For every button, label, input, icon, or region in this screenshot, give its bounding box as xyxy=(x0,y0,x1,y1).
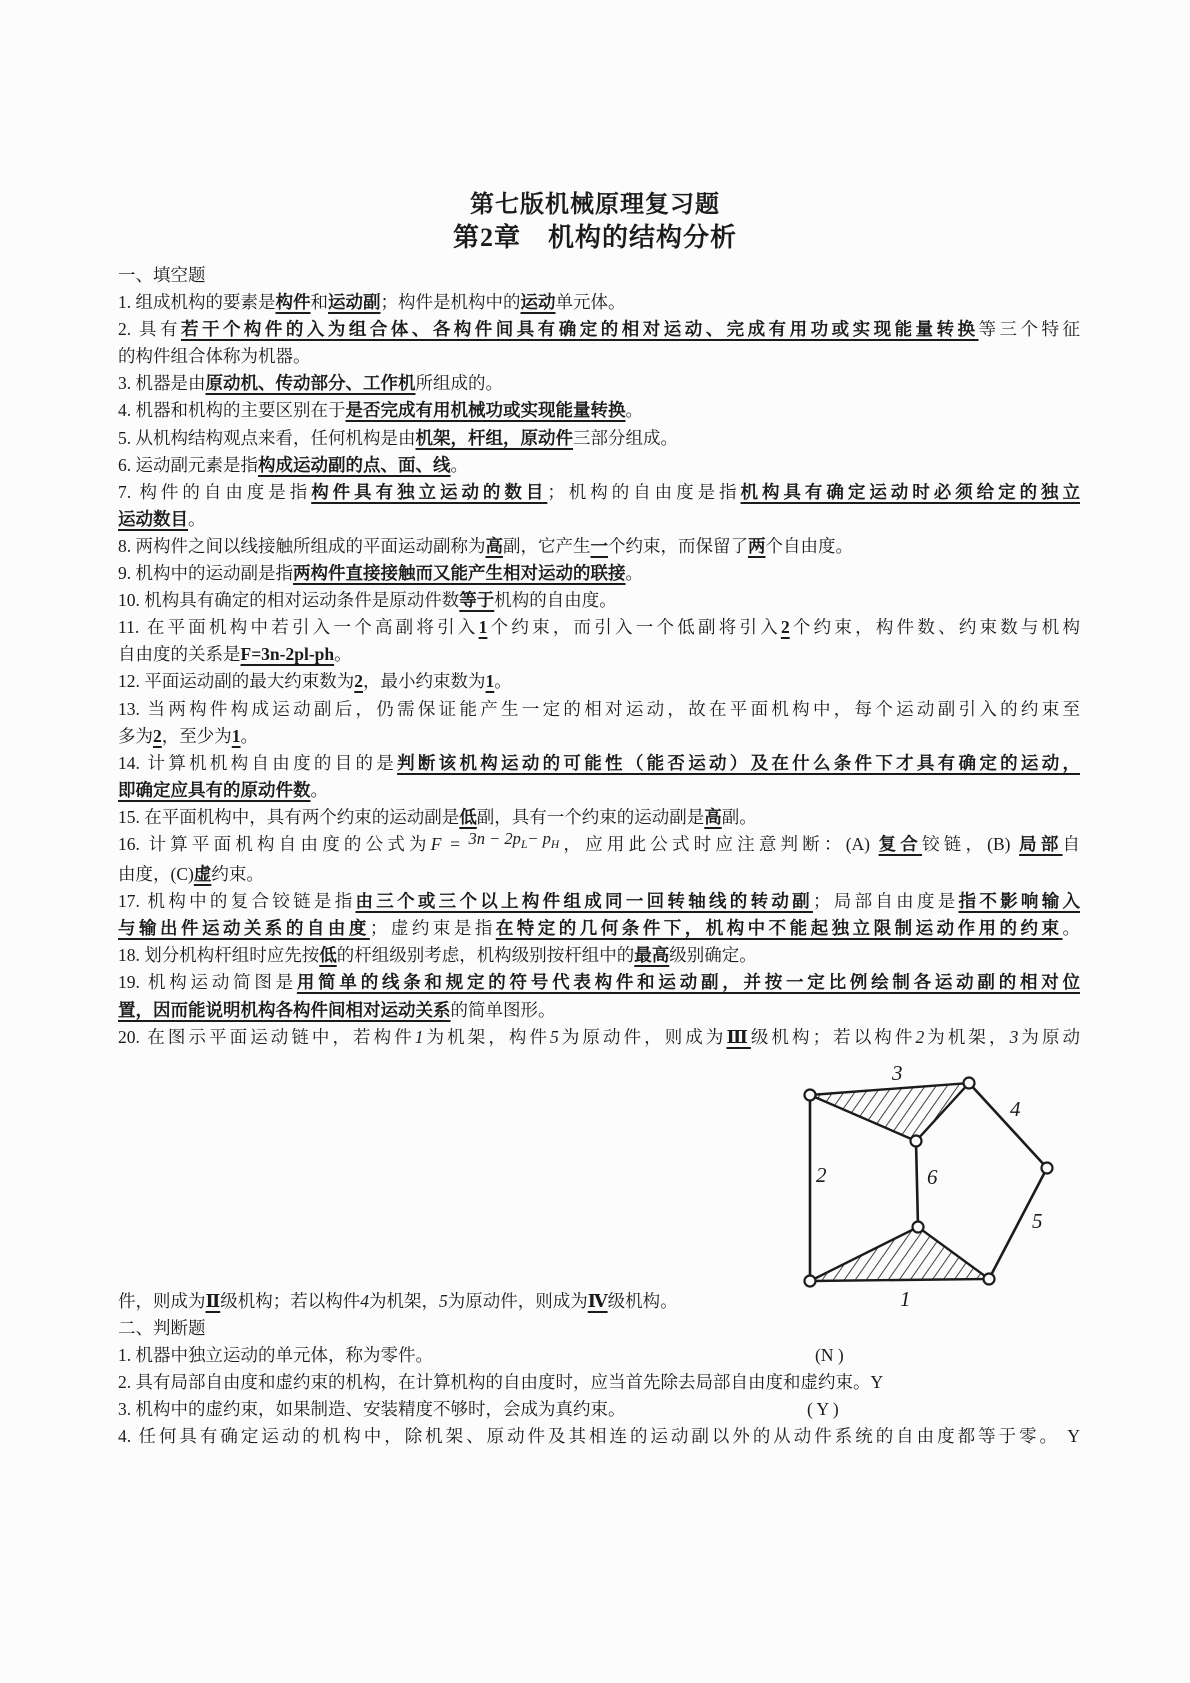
text-segment: 3. 机器是由 xyxy=(118,373,206,394)
text-segment: 8. 两构件之间以线接触所组成的平面运动副称为 xyxy=(118,535,486,556)
answer-blank: 2 xyxy=(780,617,790,638)
text-segment: 为机架， xyxy=(924,1026,1010,1047)
answer-blank: 与输出件运动关系的自由度 xyxy=(118,918,370,939)
text-segment: 12. 平面运动副的最大约束数为 xyxy=(118,671,355,692)
text-segment: 3 xyxy=(1009,1026,1019,1047)
text-segment: 。 xyxy=(188,508,206,529)
answer-mark: ( Y ) xyxy=(807,1399,839,1420)
link-bar xyxy=(969,1083,1047,1168)
answer-blank: 构件 xyxy=(275,292,311,313)
text-segment: 自由度的关系是 xyxy=(118,644,241,665)
text-line xyxy=(118,915,1080,942)
text-segment: 4. 任何具有确定运动的机构中，除机架、原动件及其相连的运动副以外的从动件系统的自由度都等于零。 Y xyxy=(118,1426,1080,1447)
answer-blank: 构件具有独立运动的数目 xyxy=(311,481,548,502)
text-segment: 5. 从机构结构观点来看，任何机构是由 xyxy=(118,427,416,448)
answer-blank: 一 xyxy=(590,535,608,556)
text-segment: 为机架， xyxy=(369,1291,439,1311)
answer-blank: 虚 xyxy=(193,864,212,885)
answer-blank: Ⅳ xyxy=(587,1291,608,1311)
text-segment: 由度，(C) xyxy=(118,864,194,885)
text-segment: 10. 机构具有确定的相对运动条件是原动件数 xyxy=(118,590,460,611)
text-segment: ，最小约束数为 xyxy=(363,671,486,692)
text-segment: 的杆组级别考虑，机构级别按杆组中的 xyxy=(336,945,635,966)
answer-blank: Ⅲ xyxy=(726,1026,751,1047)
text-segment: F xyxy=(430,833,442,854)
text-segment: 为原动件，则成为 xyxy=(447,1291,588,1311)
text-segment: 多为 xyxy=(118,725,153,746)
text-segment: 。 xyxy=(334,644,352,665)
text-segment: 2 xyxy=(915,1026,925,1047)
text-line xyxy=(118,560,1080,587)
text-segment: 件，则成为 xyxy=(118,1291,206,1311)
text-segment: L xyxy=(520,838,528,851)
text-segment: 机构的自由度。 xyxy=(494,590,617,611)
answer-blank: 运动数目 xyxy=(118,508,188,529)
text-segment: 副，它产生 xyxy=(503,535,591,556)
text-segment: 13. 当两构件构成运动副后，仍需保证能产生一定的相对运动，故在平面机构中，每个运动副引入的约束至 xyxy=(118,698,1080,719)
text-segment: 为原动 xyxy=(1018,1026,1081,1047)
text-line xyxy=(118,861,1080,888)
text-segment: 个约束，而引入一个低副将引入 xyxy=(487,617,781,638)
text-line xyxy=(118,1342,1080,1369)
chapter-heading: 第2章 机构的结构分析 xyxy=(452,223,737,252)
text-segment: 20. 在图示平面运动链中，若构件 xyxy=(118,1026,415,1047)
text-segment: 18. 划分机构杆组时应先按 xyxy=(118,945,320,966)
text-segment: 4. 机器和机构的主要区别在于 xyxy=(118,400,346,421)
text-line xyxy=(118,452,1080,479)
answer-blank: 构成运动副的点、面、线 xyxy=(258,454,451,475)
text-line xyxy=(118,479,1080,506)
answer-blank: 两构件直接接触而又能产生相对运动的联接 xyxy=(293,563,626,584)
answer-blank: 低 xyxy=(459,806,477,827)
answer-blank: 局部 xyxy=(1019,833,1063,854)
text-segment: 和 xyxy=(310,292,328,313)
answer-blank: 运动副 xyxy=(328,292,381,313)
text-segment: ；虚约束是指 xyxy=(369,918,496,939)
fill-in-section xyxy=(118,262,1080,1051)
text-segment: 。 xyxy=(240,725,258,746)
answer-blank: 2 xyxy=(153,725,162,746)
text-line xyxy=(118,969,1080,996)
text-segment: 9. 机构中的运动副是指 xyxy=(118,563,293,584)
text-line xyxy=(118,397,1080,424)
text-segment: 1. 机器中独立运动的单元体，称为零件。 xyxy=(118,1345,433,1366)
text-line xyxy=(118,316,1080,343)
text-segment: ；构件是机构中的 xyxy=(380,292,521,313)
answer-blank: 运动 xyxy=(520,292,556,313)
text-line xyxy=(118,668,1080,695)
text-segment: 16. 计算平面机构自由度的公式为 xyxy=(118,833,431,854)
text-line xyxy=(118,828,1081,861)
text-segment: 为原动件，则成为 xyxy=(558,1026,727,1047)
text-segment: 2. 具有 xyxy=(118,319,181,340)
text-line xyxy=(118,425,1080,452)
answer-blank: 两 xyxy=(748,535,766,556)
text-line xyxy=(118,533,1080,560)
answer-blank: 复合 xyxy=(878,833,923,854)
answer-blank: 在特定的几何条件下，机构中不能起独立限制运动作用的约束 xyxy=(495,918,1063,939)
text-segment: 4 xyxy=(360,1291,369,1311)
text-line xyxy=(118,262,1080,289)
answer-blank: 机构具有确定运动时必须给定的独立 xyxy=(740,481,1081,502)
text-segment: 。 xyxy=(1062,918,1081,939)
text-line xyxy=(118,289,1080,316)
text-segment: 的简单图形。 xyxy=(450,999,556,1020)
answer-mark: (N ) xyxy=(815,1345,844,1366)
text-segment: 二、判断题 xyxy=(118,1318,206,1339)
text-line xyxy=(118,1288,1080,1315)
text-segment: 5 xyxy=(550,1026,559,1047)
answer-blank: 判断该机构运动的可能性（能否运动）及在什么条件下才具有确定的运动， xyxy=(397,752,1080,773)
text-segment: 副。 xyxy=(721,806,757,827)
judge-section xyxy=(118,1288,1080,1451)
text-line xyxy=(118,942,1080,969)
revolute-joint xyxy=(805,1090,816,1101)
text-segment: 5 xyxy=(439,1291,448,1311)
link-label: 5 xyxy=(1032,1209,1043,1233)
answer-blank: 是否完成有用机械功或实现能量转换 xyxy=(345,400,626,421)
text-segment: = xyxy=(441,833,469,854)
answer-blank: 2 xyxy=(354,671,363,692)
answer-blank: 指不影响输入 xyxy=(958,891,1081,912)
text-segment: 铰链，(B) xyxy=(922,833,1020,854)
revolute-joint xyxy=(1042,1163,1053,1174)
answer-blank: 1 xyxy=(231,725,241,746)
link-label: 3 xyxy=(892,1061,903,1085)
text-line xyxy=(118,1315,1080,1342)
text-segment: 3n − 2p xyxy=(468,828,521,848)
answer-blank: 低 xyxy=(319,945,337,966)
text-line xyxy=(118,750,1080,777)
text-line xyxy=(118,1423,1080,1450)
text-line xyxy=(118,506,1080,533)
answer-blank: 1 xyxy=(485,671,495,692)
answer-blank: 由三个或三个以上构件组成同一回转轴线的转动副 xyxy=(355,891,813,912)
ternary-link xyxy=(810,1083,969,1141)
text-segment: 6. 运动副元素是指 xyxy=(118,454,258,475)
text-segment: ；机构的自由度是指 xyxy=(547,481,741,502)
text-segment: ；局部自由度是 xyxy=(812,891,959,912)
text-segment: 19. 机构运动简图是 xyxy=(118,972,297,993)
answer-blank: 机架，杆组，原动件 xyxy=(415,427,573,448)
text-segment: 级机构；若以构件 xyxy=(220,1291,361,1311)
text-segment: 1 xyxy=(414,1026,424,1047)
text-segment: H xyxy=(550,838,560,851)
text-segment: 2. 具有局部自由度和虚约束的机构，在计算机构的自由度时，应当首先除去局部自由度和虚约束。Y xyxy=(118,1372,884,1393)
text-segment: ，应用此公式时应注意判断：(A) xyxy=(559,833,879,854)
text-segment: ，至少为 xyxy=(161,725,232,746)
text-segment: 个约束，构件数、约束数与机构 xyxy=(789,617,1081,638)
answer-blank: F=3n-2pl-ph xyxy=(240,644,335,665)
text-segment: 。 xyxy=(625,400,643,421)
text-line xyxy=(118,370,1080,397)
answer-blank: 最高 xyxy=(634,945,670,966)
text-line xyxy=(118,587,1080,614)
answer-blank: 若干个构件的入为组合体、各构件间具有确定的相对运动、完成有用功或实现能量转换 xyxy=(180,319,979,340)
text-line xyxy=(118,723,1080,750)
text-segment: 单元体。 xyxy=(555,292,626,313)
answer-blank: 1 xyxy=(478,617,488,638)
text-segment: − p xyxy=(527,828,551,848)
revolute-joint xyxy=(964,1078,975,1089)
text-line xyxy=(118,804,1080,831)
text-segment: 7. 构件的自由度是指 xyxy=(118,481,312,502)
text-segment: 级机构。 xyxy=(607,1291,678,1311)
text-line xyxy=(118,997,1080,1024)
text-line xyxy=(118,777,1080,804)
ternary-link xyxy=(810,1227,989,1281)
text-segment: 。 xyxy=(310,779,328,800)
text-segment: 。 xyxy=(494,671,512,692)
text-segment: 等三个特征 xyxy=(978,319,1081,340)
answer-blank: 用简单的线条和规定的符号代表构件和运动副，并按一定比例绘制各运动副的相对位 xyxy=(296,972,1081,993)
answer-blank: 原动机、传动部分、工作机 xyxy=(205,373,416,394)
revolute-joint xyxy=(805,1276,816,1287)
text-segment: 15. 在平面机构中，具有两个约束的运动副是 xyxy=(118,806,460,827)
text-line xyxy=(118,1396,1080,1423)
document-title: 第七版机械原理复习题 xyxy=(470,192,720,218)
link-label: 6 xyxy=(927,1165,938,1189)
text-segment: 17. 机构中的复合铰链是指 xyxy=(118,891,356,912)
answer-blank: 高 xyxy=(704,806,722,827)
revolute-joint xyxy=(913,1222,924,1233)
text-segment: 个自由度。 xyxy=(765,535,853,556)
text-segment: 约束。 xyxy=(211,864,264,885)
text-segment: 为机架，构件 xyxy=(423,1026,551,1047)
text-segment: 。 xyxy=(625,563,643,584)
answer-blank: 高 xyxy=(485,535,503,556)
text-segment: 。 xyxy=(450,454,468,475)
text-segment: 副，具有一个约束的运动副是 xyxy=(476,806,705,827)
kinematic-chain-figure xyxy=(770,1040,1080,1330)
text-segment: 一、填空题 xyxy=(118,265,206,285)
link-label: 4 xyxy=(1010,1097,1021,1121)
answer-blank: Ⅱ xyxy=(205,1291,221,1311)
link-label: 2 xyxy=(816,1163,827,1187)
revolute-joint xyxy=(911,1136,922,1147)
link-label: 1 xyxy=(900,1287,911,1311)
text-line xyxy=(118,696,1080,723)
text-segment: 级别确定。 xyxy=(669,945,757,966)
text-segment: 的构件组合体称为机器。 xyxy=(118,346,311,367)
text-segment: 所组成的。 xyxy=(415,373,503,394)
text-segment: 级机构；若以构件 xyxy=(750,1026,916,1047)
text-segment: 个约束，而保留了 xyxy=(608,535,748,556)
text-segment: 14. 计算机机构自由度的目的是 xyxy=(118,752,398,773)
revolute-joint xyxy=(984,1274,995,1285)
link-bar xyxy=(916,1141,918,1227)
answer-blank: 即确定应具有的原动件数 xyxy=(118,779,311,800)
text-line xyxy=(118,1369,1080,1396)
answer-blank: 等于 xyxy=(459,590,495,611)
text-segment: 1. 组成机构的要素是 xyxy=(118,292,276,313)
text-line xyxy=(118,343,1080,370)
answer-blank: 置，因而能说明机构各构件间相对运动关系 xyxy=(118,999,451,1020)
text-line xyxy=(118,614,1080,641)
text-segment: 三部分组成。 xyxy=(573,427,678,448)
text-segment: 11. 在平面机构中若引入一个高副将引入 xyxy=(118,617,479,638)
text-line xyxy=(118,888,1080,915)
text-segment: 自 xyxy=(1062,833,1081,854)
text-segment: 3. 机构中的虚约束，如果制造、安装精度不够时，会成为真约束。 xyxy=(118,1399,626,1420)
text-line xyxy=(118,641,1080,668)
